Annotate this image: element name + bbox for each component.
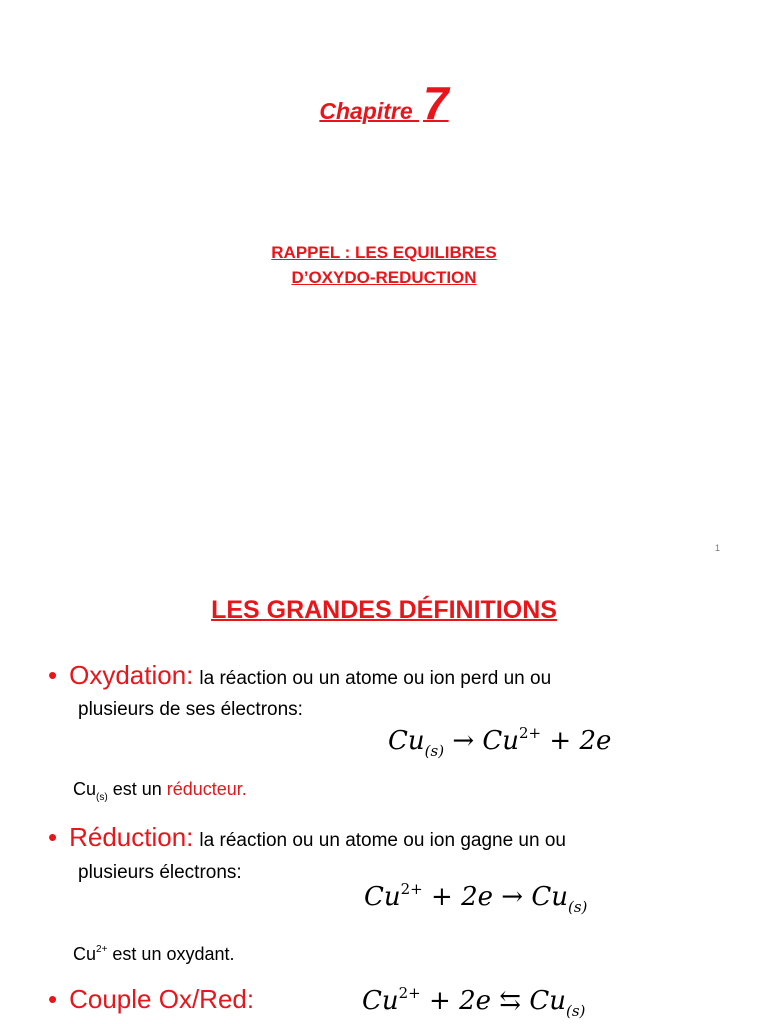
note-text: est un oxydant. xyxy=(107,944,235,964)
bullet-oxydation xyxy=(48,660,551,691)
note-species: Cu xyxy=(73,944,97,964)
reduction-desc-cont: plusieurs électrons: xyxy=(78,862,242,883)
subtitle-line-1: RAPPEL : LES EQUILIBRES xyxy=(271,243,497,262)
eq-arrow: → xyxy=(501,882,524,912)
eq-arrow: → xyxy=(452,726,475,756)
eq-product: Cu xyxy=(529,986,566,1016)
oxydation-term: Oxydation: xyxy=(69,660,194,690)
note-sup: 2+ xyxy=(96,944,108,955)
eq-electrons: 2e xyxy=(461,882,494,912)
reduction-desc: la réaction ou un atome ou ion gagne un ou xyxy=(199,830,566,851)
chapter-title xyxy=(0,76,768,130)
eq-reactant-sub: (s) xyxy=(424,742,445,760)
eq-plus: + xyxy=(429,986,451,1016)
bullet-dot: • xyxy=(48,822,58,852)
couple-term: Couple Ox/Red: xyxy=(69,984,255,1014)
eq-reactant-sup: 2+ xyxy=(398,984,421,1002)
note-text: est un xyxy=(107,779,167,799)
page-number: 1 xyxy=(715,543,721,553)
reduction-term: Réduction: xyxy=(69,822,194,852)
eq-product-sup: 2+ xyxy=(519,724,542,742)
reduction-equation xyxy=(364,880,587,916)
eq-product-sub: (s) xyxy=(566,1002,586,1020)
note-species: Cu xyxy=(73,779,97,799)
oxydation-equation xyxy=(388,724,611,760)
bullet-couple xyxy=(48,984,254,1015)
chapter-subtitle xyxy=(0,240,768,290)
eq-product: Cu xyxy=(531,882,568,912)
couple-equation xyxy=(362,984,585,1020)
eq-electrons: 2e xyxy=(579,726,612,756)
chapter-label: Chapitre xyxy=(319,98,420,124)
oxydation-desc-cont: plusieurs de ses électrons: xyxy=(78,699,303,720)
reduction-note xyxy=(73,944,235,965)
bullet-reduction xyxy=(48,822,566,853)
eq-product: Cu xyxy=(482,726,520,756)
note-role: réducteur. xyxy=(166,779,247,799)
eq-reactant-sup: 2+ xyxy=(400,880,423,898)
eq-plus: + xyxy=(549,726,572,756)
eq-equilibrium-arrow: ⇆ xyxy=(499,986,522,1016)
slide-definitions xyxy=(0,560,768,1024)
eq-reactant: Cu xyxy=(364,882,401,912)
subtitle-line-2: D’OXYDO-REDUCTION xyxy=(291,268,477,287)
eq-reactant: Cu xyxy=(362,986,399,1016)
eq-product-sub: (s) xyxy=(568,898,588,916)
definitions-title: LES GRANDES DÉFINITIONS xyxy=(211,596,557,624)
note-sub: (s) xyxy=(96,792,108,803)
eq-plus: + xyxy=(431,882,453,912)
oxydation-note xyxy=(73,779,247,803)
chapter-number: 7 xyxy=(423,77,449,129)
oxydation-desc: la réaction ou un atome ou ion perd un ou xyxy=(199,668,552,689)
bullet-dot: • xyxy=(48,660,58,690)
eq-electrons: 2e xyxy=(459,986,492,1016)
bullet-dot: • xyxy=(48,984,58,1014)
eq-reactant: Cu xyxy=(388,726,425,756)
